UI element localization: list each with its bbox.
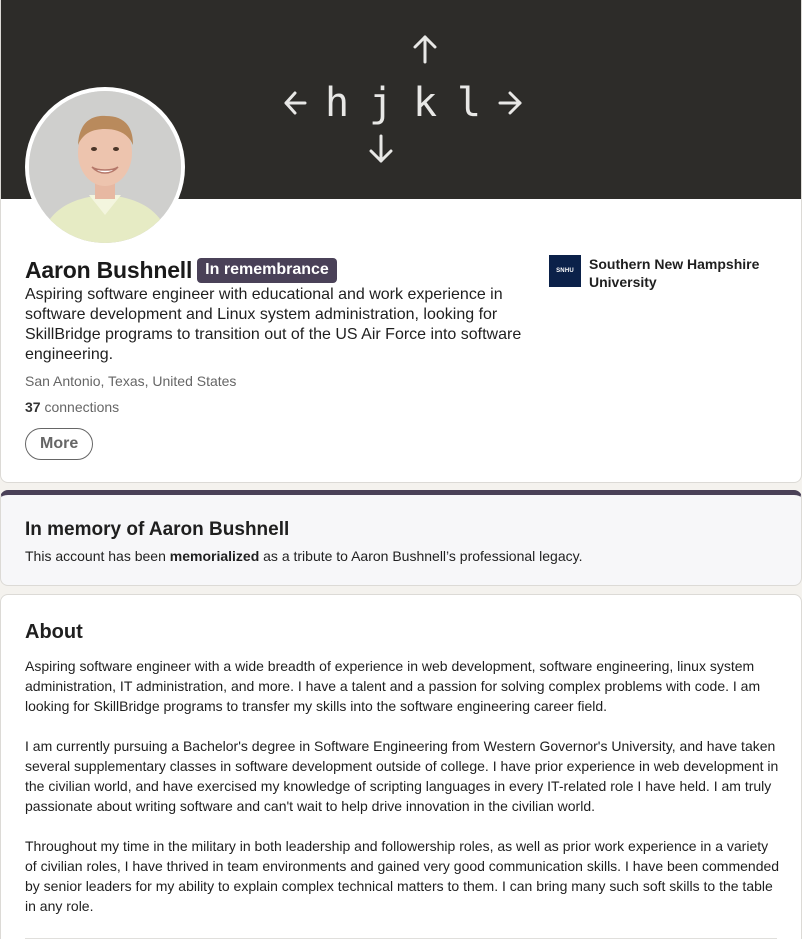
avatar[interactable] — [25, 87, 185, 247]
arrow-left-icon — [286, 93, 305, 113]
more-button[interactable]: More — [25, 428, 93, 460]
about-paragraph: Throughout my time in the military in both leadership and followership roles, as well as prior work experience in a variety of civilian roles, I have thrived in team environments and gained very good communication skills. I have been commended by senior leaders for my ability to explain complex technical matters to them. I can bring many such soft skills to the table in any role. — [25, 838, 780, 914]
arrow-up-icon — [415, 37, 435, 62]
about-title: About — [25, 621, 83, 643]
arrow-right-icon — [500, 93, 520, 113]
about-paragraph: Aspiring software engineer with a wide breadth of experience in web development, software engineering, linux system administration, IT administration, and more. I have a talent and a passion for solving complex problems with code. I am looking for SkillBridge programs to transfer my skills into the software engineering career field. — [25, 658, 761, 714]
education-link[interactable] — [549, 255, 789, 291]
arrow-down-icon — [371, 136, 391, 161]
profile-location: San Antonio, Texas, United States — [25, 373, 237, 389]
banner-key-l: l — [456, 80, 482, 126]
snhu-logo — [549, 255, 581, 287]
memorial-text — [25, 548, 582, 564]
memorial-title: In memory of Aaron Bushnell — [25, 519, 290, 540]
connections-link[interactable] — [25, 399, 119, 415]
connections-label: connections — [44, 399, 120, 415]
about-body — [25, 656, 780, 936]
memorial-text-before: This account has been — [25, 548, 170, 564]
connections-count: 37 — [25, 399, 41, 415]
profile-headline: Aspiring software engineer with educational and work experience in software development and Linux system administration, looking for SkillBridge programs to transition out of the US Air Force into software engineering. — [25, 286, 522, 363]
about-paragraph: I am currently pursuing a Bachelor's degree in Software Engineering from Western Governor's University, and have taken several supplementary classes in software development outside of college. I have prior experience in web development in the civilian world, and have exercised my knowledge of scripting languages in every IT-related role I have held. I am truly passionate about writing software and can't wait to help drive innovation in the civilian world. — [25, 738, 779, 814]
education-name: Southern New Hampshire University — [589, 256, 760, 290]
banner-key-h: h — [324, 80, 350, 126]
about-card — [0, 594, 802, 939]
snhu-logo-text: SNHU — [556, 268, 574, 274]
avatar-photo — [29, 91, 181, 243]
memorial-card — [0, 490, 802, 586]
remembrance-badge: In remembrance — [197, 258, 337, 283]
memorial-text-bold: memorialized — [169, 548, 260, 564]
banner-key-j: j — [368, 80, 394, 126]
profile-name: Aaron Bushnell — [25, 257, 193, 283]
memorial-text-after: as a tribute to Aaron Bushnell’s professional legacy. — [259, 548, 583, 564]
banner-key-k: k — [412, 80, 438, 126]
name-row — [25, 257, 337, 284]
